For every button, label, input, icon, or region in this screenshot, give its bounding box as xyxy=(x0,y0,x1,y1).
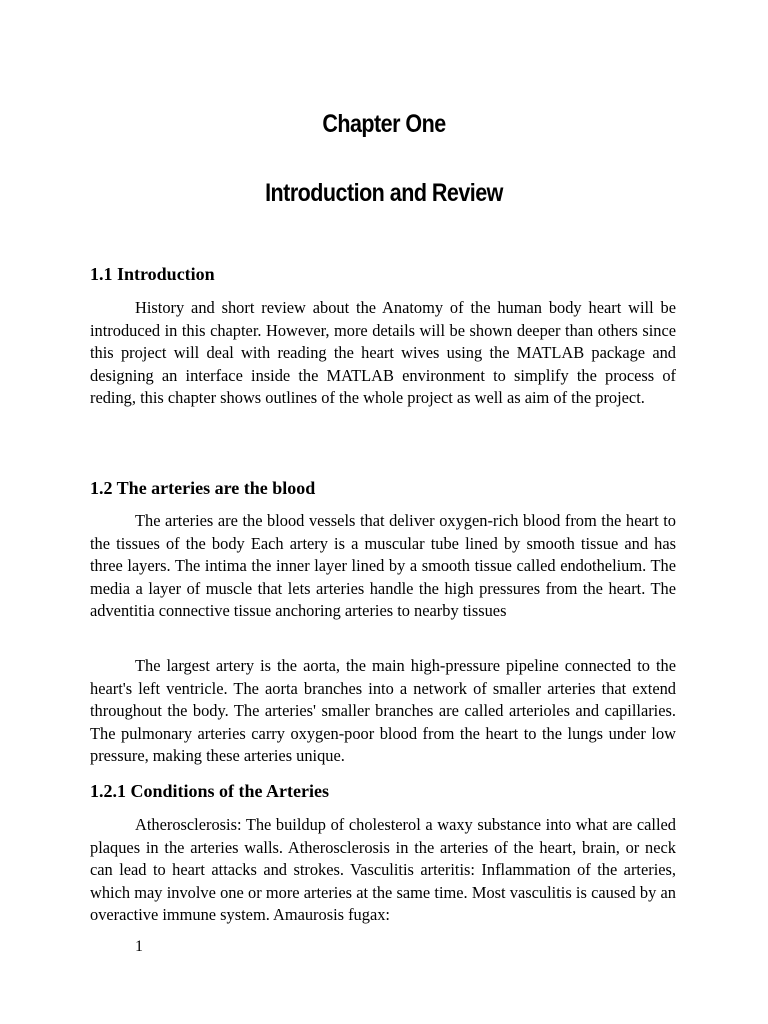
section-heading-1-2-1: 1.2.1 Conditions of the Arteries xyxy=(90,781,329,801)
section-heading-1-1: 1.1 Introduction xyxy=(90,264,215,284)
chapter-number: Chapter One xyxy=(322,110,446,138)
paragraph-1-2-a: The arteries are the blood vessels that deliver oxygen-rich blood from the heart to the tissues of the body Each artery is a muscular tube lined by smooth tissue and has three layers. The intima the inner layer lined by a smooth tissue called endothelium. The media a layer of muscle that lets arteries handle the high pressures from the heart. The adventitia connective tissue anchoring arteries to nearby tissues xyxy=(90,511,676,620)
page-number: 1 xyxy=(135,938,143,955)
paragraph-1-2-b: The largest artery is the aorta, the main high-pressure pipeline connected to the heart's left ventricle. The aorta branches into a network of smaller arteries that extend throughout the body. The arteries' smaller branches are called arterioles and capillaries. The pulmonary arteries carry oxygen-poor blood from the heart to the lungs under low pressure, making these arteries unique. xyxy=(90,656,676,765)
chapter-title: Introduction and Review xyxy=(265,179,503,207)
paragraph-1-2-1-a: Atherosclerosis: The buildup of cholesterol a waxy substance into what are called plaques in the arteries walls. Atherosclerosis in the arteries of the heart, brain, or neck can lead to heart attacks and strokes. Vasculitis arteritis: Inflammation of the arteries, which may involve one or more arteries at the same time. Most vasculitis is caused by an overactive immune system. Amaurosis fugax: xyxy=(90,815,676,924)
section-heading-1-2: 1.2 The arteries are the blood xyxy=(90,478,316,498)
paragraph-1-1-a: History and short review about the Anatomy of the human body heart will be introduced in this chapter. However, more details will be shown deeper than others since this project will deal with reading the heart wives using the MATLAB package and designing an interface inside the MATLAB environment to simplify the process of reding, this chapter shows outlines of the whole project as well as aim of the project. xyxy=(90,298,676,407)
